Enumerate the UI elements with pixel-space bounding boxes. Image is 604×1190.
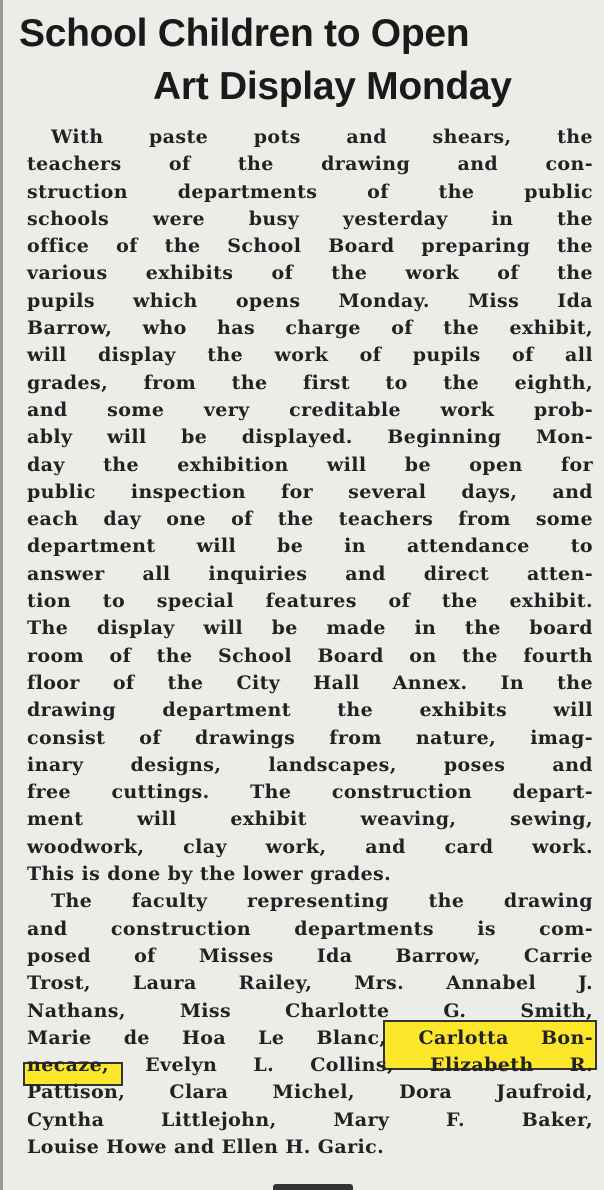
article-line: ment will exhibit weaving, sewing,: [27, 808, 593, 831]
article-line: teachers of the drawing and con-: [27, 153, 593, 176]
article-line: posed of Misses Ida Barrow, Carrie: [27, 944, 593, 967]
headline-line-1: School Children to Open: [19, 12, 470, 55]
article-line: and some very creditable work prob-: [27, 398, 593, 421]
article-line: each day one of the teachers from some: [27, 508, 593, 531]
article-line: department will be in attendance to: [27, 535, 593, 558]
article-line: Trost, Laura Railey, Mrs. Annabel J.: [27, 972, 593, 995]
article-line: day the exhibition will be open for: [27, 453, 593, 476]
article-line: and construction departments is com-: [27, 917, 593, 940]
article-line: Nathans, Miss Charlotte G. Smith,: [27, 999, 593, 1022]
article-line: office of the School Board preparing the: [27, 235, 593, 258]
article-line: grades, from the first to the eighth,: [27, 371, 593, 394]
article-line: necaze, Evelyn L. Collins, Elizabeth R.: [27, 1054, 593, 1077]
article-line: consist of drawings from nature, imag-: [27, 726, 593, 749]
headline-line-2: Art Display Monday: [153, 65, 512, 108]
article-body: [27, 124, 593, 1161]
article-line: public inspection for several days, and: [27, 480, 593, 503]
article-line: tion to special features of the exhibit.: [27, 590, 593, 613]
article-line: woodwork, clay work, and card work.: [27, 835, 593, 858]
article-line: various exhibits of the work of the: [27, 262, 593, 285]
article-line: Cyntha Littlejohn, Mary F. Baker,: [27, 1108, 593, 1131]
article-line: Pattison, Clara Michel, Dora Jaufroid,: [27, 1081, 593, 1104]
article-line: pupils which opens Monday. Miss Ida: [27, 289, 593, 312]
article-line: floor of the City Hall Annex. In the: [27, 671, 593, 694]
article-line: Barrow, who has charge of the exhibit,: [27, 317, 593, 340]
article-line: room of the School Board on the fourth: [27, 644, 593, 667]
article-line: This is done by the lower grades.: [27, 863, 392, 886]
article-line: free cuttings. The construction depart-: [27, 781, 593, 804]
article-line: With paste pots and shears, the: [51, 126, 593, 148]
article-line: drawing department the exhibits will: [27, 699, 593, 722]
article-line: The display will be made in the board: [27, 617, 593, 640]
article-line: Louise Howe and Ellen H. Garic.: [27, 1135, 385, 1158]
article-line: will display the work of pupils of all: [27, 344, 593, 367]
article-line: schools were busy yesterday in the: [27, 207, 593, 230]
article-line: Marie de Hoa Le Blanc, Carlotta Bon-: [27, 1026, 593, 1049]
article-line: The faculty representing the drawing: [51, 890, 593, 913]
article-line: inary designs, landscapes, poses and: [27, 753, 593, 776]
column-end-rule: [273, 1184, 353, 1190]
article-line: struction departments of the public: [27, 180, 593, 203]
article-line: answer all inquiries and direct atten-: [27, 562, 593, 585]
article-line: ably will be displayed. Beginning Mon-: [27, 426, 593, 449]
